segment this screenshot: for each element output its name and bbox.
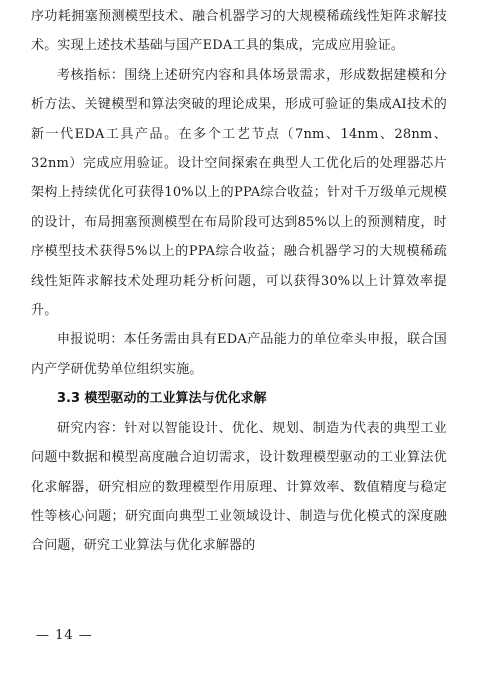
paragraph-assessment-indicators: 考核指标：围绕上述研究内容和具体场景需求，形成数据建模和分析方法、关键模型和算法突破的理论成果，形成可验证的集成AI技术的新一代EDA工具产品。在多个工艺节点（7nm、14nm、28nm、32nm）完成应用验证。设计空间探索在典型人工优化后的处理器芯片架构上持续优化可获得10%以上的PPA综合收益；针对千万级单元规模的设计，布局拥塞预测模型在布局阶段可达到85%以上的预测精度，时序模型技术获得5%以上的PPA综合收益；融合机器学习的大规模稀疏线性矩阵求解技术处理功耗分析问题，可以获得30%以上计算效率提升。 [31, 67, 447, 319]
paragraph-application-notes: 申报说明：本任务需由具有EDA产品能力的单位牵头申报，联合国内产学研优势单位组织实施。 [31, 332, 447, 377]
page-number: — 14 — [36, 628, 93, 643]
paragraph-continuation: 序功耗拥塞预测模型技术、融合机器学习的大规模稀疏线性矩阵求解技术。实现上述技术基础与国产EDA工具的集成，完成应用验证。 [31, 9, 447, 54]
document-body [31, 2, 447, 561]
paragraph-research-content: 研究内容：针对以智能设计、优化、规划、制造为代表的典型工业问题中数据和模型高度融合迫切需求，设计数理模型驱动的工业算法优化求解器，研究相应的数理模型作用原理、计算效率、数值精度与稳定性等核心问题；研究面向典型工业领域设计、制造与优化模式的深度融合问题，研究工业算法与优化求解器的 [31, 420, 447, 554]
section-heading: 3.3 模型驱动的工业算法与优化求解 [57, 391, 267, 407]
